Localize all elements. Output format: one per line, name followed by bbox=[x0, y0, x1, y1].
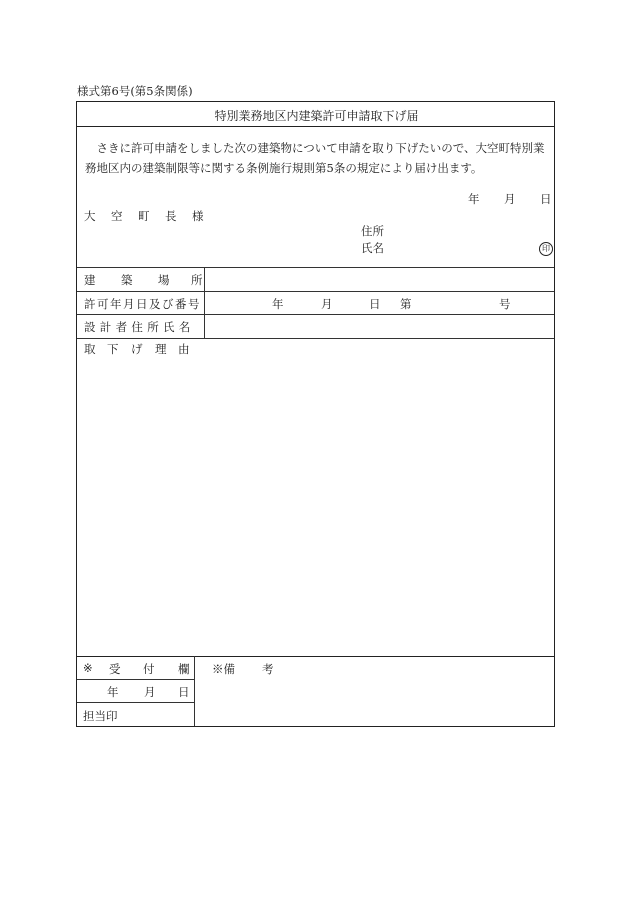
form-title: 特別業務地区内建築許可申請取下げ届 bbox=[214, 109, 419, 123]
stamp-label: 担当印 bbox=[83, 709, 118, 723]
date-month: 月 bbox=[504, 192, 516, 206]
bottom-divider bbox=[77, 656, 554, 657]
permit-dai: 第 bbox=[400, 297, 412, 311]
title-divider bbox=[77, 126, 554, 127]
remarks-label: 考 bbox=[262, 662, 274, 676]
row-divider-2 bbox=[77, 291, 554, 292]
addressee-char-1: 大 bbox=[84, 209, 96, 223]
permit-label: 許可年月日及び番号 bbox=[84, 297, 201, 311]
label-column-divider bbox=[204, 267, 205, 338]
reception-column-divider bbox=[194, 656, 195, 726]
seal-icon: 印 bbox=[539, 242, 553, 256]
remarks-mark: ※備 bbox=[212, 662, 235, 676]
reception-divider-2 bbox=[77, 702, 194, 703]
date-day: 日 bbox=[540, 192, 552, 206]
reception-char-3: 欄 bbox=[178, 662, 190, 676]
permit-go: 号 bbox=[499, 297, 511, 311]
location-char-4: 所 bbox=[191, 273, 203, 287]
reception-char-1: 受 bbox=[109, 662, 121, 676]
intro-text: さきに許可申請をしました次の建築物について申請を取り下げたいので、大空町特別業務地区内の建築制限等に関する条例施行規則第5条の規定により届け出ます。 bbox=[85, 141, 545, 175]
reception-divider-1 bbox=[77, 679, 194, 680]
reception-char-2: 付 bbox=[143, 662, 155, 676]
location-char-2: 築 bbox=[121, 273, 133, 287]
row-divider-4 bbox=[77, 338, 554, 339]
reason-char-5: 由 bbox=[178, 342, 190, 356]
seal-mark bbox=[539, 240, 553, 256]
date-year: 年 bbox=[468, 192, 480, 206]
row-divider-3 bbox=[77, 314, 554, 315]
form-frame bbox=[76, 101, 555, 727]
reason-area[interactable] bbox=[83, 358, 549, 648]
reason-char-1: 取 bbox=[84, 342, 96, 356]
addressee-char-2: 空 bbox=[111, 209, 123, 223]
reception-mark: ※ bbox=[83, 661, 93, 675]
reception-day: 日 bbox=[178, 685, 190, 699]
designer-label: 設計者住所氏名 bbox=[84, 320, 195, 334]
permit-year: 年 bbox=[272, 297, 284, 311]
reception-month: 月 bbox=[144, 685, 156, 699]
row-divider-1 bbox=[77, 267, 554, 268]
addressee-char-3: 町 bbox=[138, 209, 150, 223]
reason-char-4: 理 bbox=[155, 342, 167, 356]
address-label: 住所 bbox=[361, 224, 384, 238]
addressee-char-4: 長 bbox=[165, 209, 177, 223]
permit-month: 月 bbox=[321, 297, 333, 311]
reception-year: 年 bbox=[107, 685, 119, 699]
designer-field[interactable] bbox=[211, 317, 549, 336]
building-location-field[interactable] bbox=[211, 270, 549, 289]
addressee-char-5: 様 bbox=[192, 209, 204, 223]
name-label: 氏名 bbox=[361, 241, 384, 255]
reason-char-2: 下 bbox=[107, 342, 119, 356]
location-char-3: 場 bbox=[158, 273, 170, 287]
permit-day: 日 bbox=[369, 297, 381, 311]
form-number: 様式第6号(第5条関係) bbox=[77, 84, 193, 98]
location-char-1: 建 bbox=[84, 273, 96, 287]
reason-char-3: げ bbox=[131, 342, 143, 356]
